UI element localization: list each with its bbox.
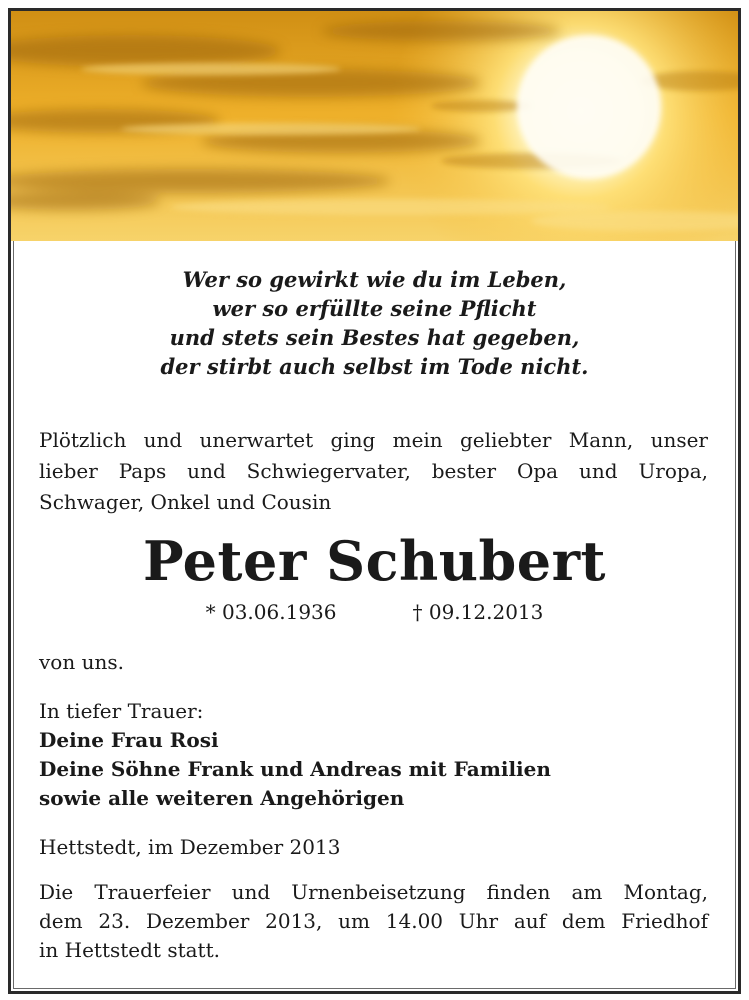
ceremony-line: Die Trauerfeier und Urnenbeisetzung finden am Montag, bbox=[39, 880, 708, 904]
mourners-block bbox=[39, 697, 708, 813]
mourner-line: Deine Frau Rosi bbox=[39, 728, 219, 752]
intro-line: Schwager, Onkel und Cousin bbox=[39, 490, 332, 514]
memorial-poem bbox=[11, 265, 738, 381]
ceremony-line: in Hettstedt statt. bbox=[39, 938, 220, 962]
intro-line: Plötzlich und unerwartet ging mein geliebter Mann, unser bbox=[39, 428, 708, 452]
place-date: Hettstedt, im Dezember 2013 bbox=[39, 835, 341, 859]
obituary-content bbox=[11, 241, 738, 965]
poem-line: Wer so gewirkt wie du im Leben, bbox=[182, 267, 567, 292]
mourner-line: Deine Söhne Frank und Andreas mit Familien bbox=[39, 757, 551, 781]
mourner-line: sowie alle weiteren Angehörigen bbox=[39, 786, 405, 810]
ceremony-text bbox=[39, 878, 708, 965]
ceremony-line: dem 23. Dezember 2013, um 14.00 Uhr auf dem Friedhof bbox=[39, 909, 708, 933]
deceased-name: Peter Schubert bbox=[143, 529, 606, 593]
von-uns-text: von uns. bbox=[39, 650, 124, 674]
sunset-sky-image bbox=[11, 11, 738, 241]
poem-line: und stets sein Bestes hat gegeben, bbox=[169, 325, 580, 350]
birth-date: * 03.06.1936 bbox=[205, 600, 337, 624]
intro-text bbox=[39, 425, 708, 518]
life-dates bbox=[11, 598, 738, 626]
mourning-heading: In tiefer Trauer: bbox=[39, 699, 204, 723]
intro-line: lieber Paps und Schwiegervater, bester Opa und Uropa, bbox=[39, 459, 708, 483]
obituary-frame bbox=[8, 8, 741, 994]
poem-line: der stirbt auch selbst im Tode nicht. bbox=[160, 354, 589, 379]
death-date: † 09.12.2013 bbox=[412, 600, 544, 624]
poem-line: wer so erfüllte seine Pflicht bbox=[212, 296, 537, 321]
